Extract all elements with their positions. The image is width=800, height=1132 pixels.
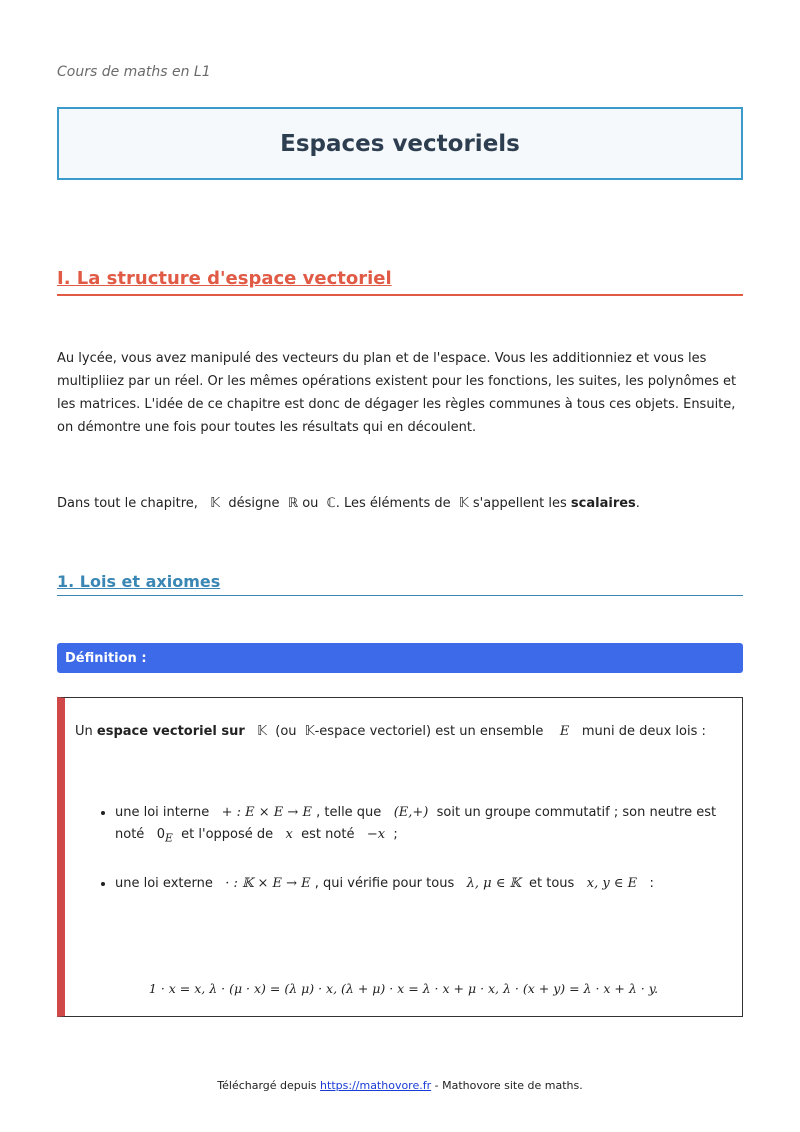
b1-b: , telle que <box>316 805 382 820</box>
subsection-heading-text: 1. Lois et axiomes <box>57 572 221 591</box>
subsection-heading <box>57 572 743 596</box>
bullet-external-law <box>115 873 735 895</box>
scalars-dot: . <box>635 496 640 511</box>
b1-group: (E,+) <box>393 805 429 820</box>
definition-bullets <box>93 802 735 918</box>
scalars-bold: scalaires <box>570 496 636 511</box>
def-k-symbol: 𝕂 <box>257 724 268 739</box>
field-r-symbol: ℝ <box>287 496 299 511</box>
b1-law: + : E × E → E <box>221 805 312 820</box>
def-bold-term: espace vectoriel sur <box>96 724 245 739</box>
footer-prefix: Téléchargé depuis <box>217 1079 317 1092</box>
footer <box>0 1079 800 1092</box>
definition-box <box>57 697 743 1017</box>
section-heading-text: I. La structure d'espace vectoriel <box>57 268 392 289</box>
field-k-symbol-2: 𝕂 <box>458 496 469 511</box>
b1-negx: −x <box>366 827 386 842</box>
section-heading <box>57 268 743 296</box>
b1-zero: $0_E$ <box>156 827 173 845</box>
b1-d: et l'opposé de <box>181 827 274 842</box>
b1-c: soit un groupe commutatif ; son neutre est noté <box>115 805 717 842</box>
b2-xy: x, y ∈ E <box>586 875 638 891</box>
definition-label: Définition : <box>65 650 147 666</box>
b2-c: et tous <box>529 875 575 891</box>
scalars-prefix: Dans tout le chapitre, <box>57 496 198 511</box>
intro-paragraph: Au lycée, vous avez manipulé des vecteurs du plan et de l'espace. Vous les additionniez et vous les multipliiez par un réel. Or les mêmes opérations existent pour les fonctions, les suites, les polynômes et les matrices. L'idée de ce chapitre est donc de dégager les règles communes à tous ces objets. Ensuite, on démontre une fois pour toutes les résultats qui en découlent. <box>57 351 737 435</box>
def-paren: (ou <box>275 724 297 739</box>
def-end: muni de deux lois : <box>581 724 706 739</box>
footer-link[interactable]: https://mathovore.fr <box>320 1079 432 1092</box>
def-rest: -espace vectoriel) est un ensemble <box>314 724 544 739</box>
def-k-symbol-2: 𝕂 <box>304 724 315 739</box>
b1-e: est noté <box>301 827 355 842</box>
b1-f: ; <box>393 827 398 842</box>
definition-intro <box>75 722 706 742</box>
page-title: Espaces vectoriels <box>280 130 520 157</box>
course-label: Cours de maths en L1 <box>57 64 211 80</box>
field-k-symbol: 𝕂 <box>210 496 221 511</box>
b2-b: , qui vérifie pour tous <box>314 875 455 891</box>
def-e-symbol: E <box>559 724 570 739</box>
b1-a: une loi interne <box>115 805 210 820</box>
b1-x: x <box>285 827 293 842</box>
title-box <box>57 107 743 180</box>
scalars-paragraph <box>57 492 747 515</box>
scalars-designe: désigne <box>228 496 280 511</box>
axioms-formula: 1 · x = x, λ · (μ · x) = (λ μ) · x, (λ + μ) · x = λ · x + μ · x, λ · (x + y) = λ · x + λ · y. <box>148 981 659 996</box>
footer-suffix: - Mathovore site de maths. <box>434 1079 583 1092</box>
scalars-ou: ou <box>302 496 319 511</box>
bullet-internal-law <box>115 802 735 850</box>
definition-bar <box>57 643 743 673</box>
scalars-end: s'appellent les <box>472 496 567 511</box>
b2-d: : <box>649 875 654 891</box>
scalars-mid: . Les éléments de <box>335 496 451 511</box>
b2-a: une loi externe <box>115 875 213 891</box>
def-un: Un <box>75 724 93 739</box>
field-c-symbol: ℂ <box>326 496 336 511</box>
b2-lm: λ, μ ∈ 𝕂 <box>466 875 521 891</box>
b2-law: · : 𝕂 × E → E <box>225 875 311 891</box>
